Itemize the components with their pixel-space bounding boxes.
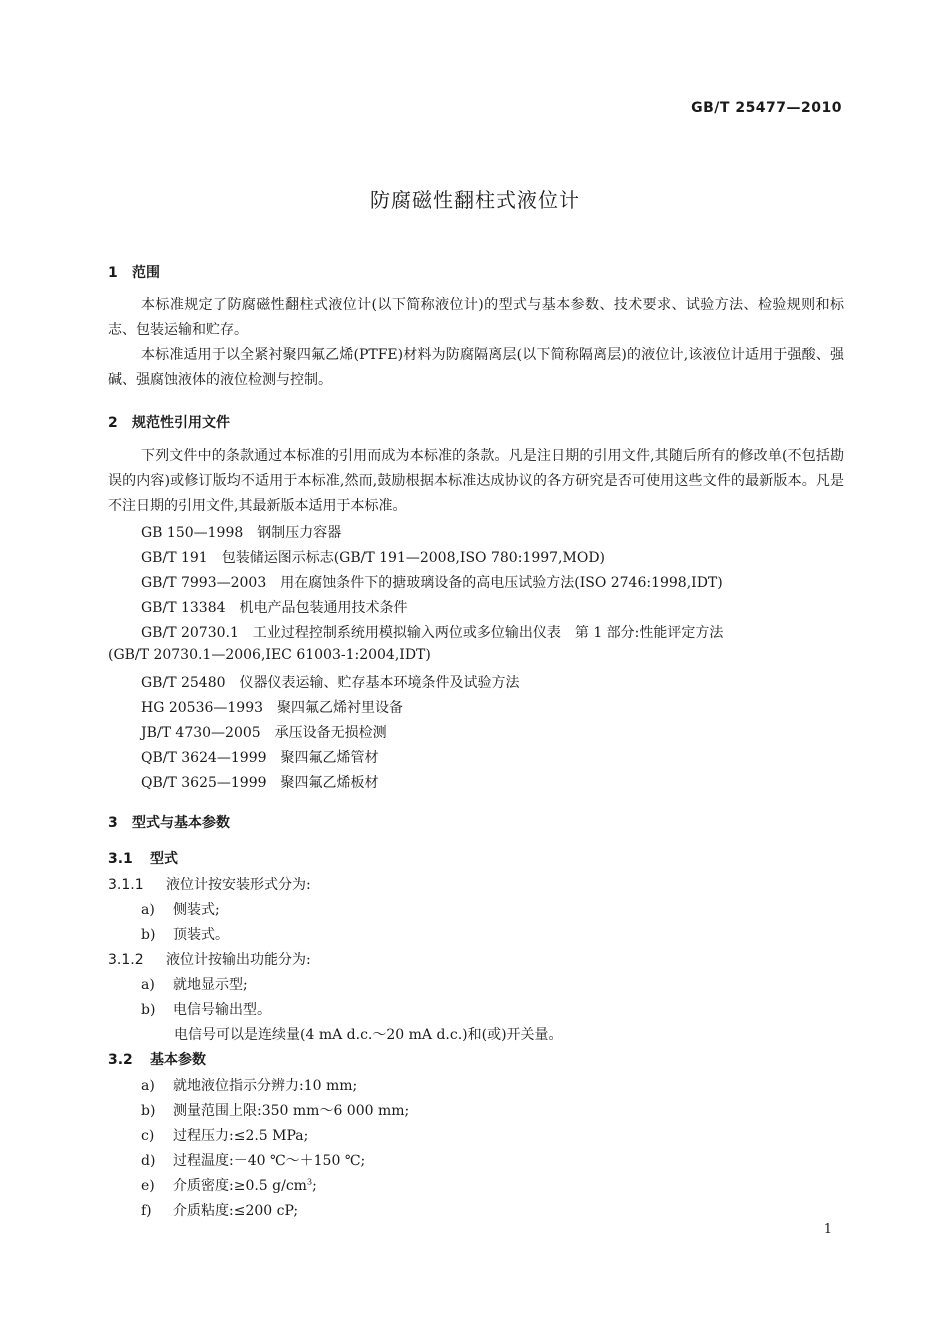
list-text: 就地显示型; [173, 977, 248, 993]
list-text: 顶装式。 [173, 927, 229, 943]
reference-continuation: (GB/T 20730.1—2006,IEC 61003-1:2004,IDT) [108, 647, 431, 663]
subsection-number: 3.2 [108, 1052, 133, 1068]
reference-item: GB/T 13384 机电产品包装通用技术条件 [141, 600, 408, 616]
reference-item: HG 20536—1993 聚四氟乙烯衬里设备 [141, 700, 404, 716]
section-number: 3 [108, 815, 118, 831]
clause-3-1-2 [108, 949, 311, 969]
list-item [141, 1175, 317, 1195]
clause-text: 液位计按输出功能分为: [166, 952, 311, 968]
scope-paragraph-2: 本标准适用于以全紧衬聚四氟乙烯(PTFE)材料为防腐隔离层(以下简称隔离层)的液位计,该液位计适用于强酸、强碱、强腐蚀液体的液位检测与控制。 [108, 347, 844, 388]
list-item [141, 899, 220, 919]
list-item [141, 1100, 409, 1120]
list-mark: c) [141, 1128, 155, 1144]
section-2-heading [108, 412, 230, 432]
clause-3-1-1 [108, 874, 311, 894]
list-mark: f) [141, 1203, 152, 1219]
list-text: 侧装式; [173, 902, 220, 918]
reference-item: GB/T 20730.1 工业过程控制系统用模拟输入两位或多位输出仪表 第 1 部分:性能评定方法 [141, 625, 724, 641]
list-item [141, 1125, 308, 1145]
page-number: 1 [823, 1222, 832, 1237]
list-text-end: ; [312, 1178, 317, 1194]
list-item [141, 1075, 357, 1095]
list-text: 电信号输出型。 [173, 1002, 271, 1018]
reference-item: GB/T 25480 仪器仪表运输、贮存基本环境条件及试验方法 [141, 675, 520, 691]
clause-text: 液位计按安装形式分为: [166, 877, 311, 893]
list-mark: a) [141, 977, 155, 993]
list-item [141, 1150, 365, 1170]
list-item [141, 999, 271, 1019]
list-text: 过程温度:－40 ℃～＋150 ℃; [173, 1153, 366, 1169]
reference-item: GB 150—1998 钢制压力容器 [141, 525, 342, 541]
section-number: 1 [108, 265, 118, 281]
normative-intro [108, 444, 844, 519]
list-item [141, 1200, 298, 1220]
subsection-title: 基本参数 [150, 1052, 206, 1068]
reference-item: QB/T 3625—1999 聚四氟乙烯板材 [141, 775, 379, 791]
list-mark: a) [141, 1078, 155, 1094]
superscript: 3 [306, 1177, 313, 1187]
list-mark: a) [141, 902, 155, 918]
reference-item: JB/T 4730—2005 承压设备无损检测 [141, 725, 387, 741]
standard-code: GB/T 25477—2010 [691, 100, 842, 116]
subsection-number: 3.1 [108, 851, 133, 867]
document-title: 防腐磁性翻柱式液位计 [370, 188, 580, 212]
list-mark: b) [141, 927, 156, 943]
scope-paragraph-1: 本标准规定了防腐磁性翻柱式液位计(以下简称液位计)的型式与基本参数、技术要求、试验方法、检验规则和标志、包装运输和贮存。 [108, 297, 844, 338]
reference-item: GB/T 7993—2003 用在腐蚀条件下的搪玻璃设备的高电压试验方法(ISO 2746:1998,IDT) [141, 575, 723, 591]
list-text: 就地液位指示分辨力:10 mm; [173, 1078, 358, 1094]
normative-intro-text: 下列文件中的条款通过本标准的引用而成为本标准的条款。凡是注日期的引用文件,其随后所有的修改单(不包括勘误的内容)或修订版均不适用于本标准,然而,鼓励根据本标准达成协议的各方研究是否可使用这些文件的最新版本。凡是不注日期的引用文件,其最新版本适用于本标准。 [108, 448, 844, 514]
section-title: 规范性引用文件 [132, 415, 230, 431]
list-text: 介质粘度:≤200 cP; [173, 1203, 299, 1219]
clause-number: 3.1.1 [108, 877, 144, 893]
list-mark: b) [141, 1002, 156, 1018]
subsection-title: 型式 [150, 851, 178, 867]
section-1-heading [108, 262, 160, 282]
list-text: 测量范围上限:350 mm～6 000 mm; [173, 1103, 410, 1119]
list-mark: e) [141, 1178, 155, 1194]
section-title: 型式与基本参数 [132, 815, 230, 831]
list-text: 过程压力:≤2.5 MPa; [173, 1128, 309, 1144]
clause-number: 3.1.2 [108, 952, 144, 968]
signal-note: 电信号可以是连续量(4 mA d.c.～20 mA d.c.)和(或)开关量。 [174, 1027, 563, 1043]
section-number: 2 [108, 415, 118, 431]
list-item [141, 974, 248, 994]
reference-item: GB/T 191 包装储运图示标志(GB/T 191—2008,ISO 780:1997,MOD) [141, 550, 606, 566]
section-3-heading [108, 812, 230, 832]
list-item [141, 924, 229, 944]
list-mark: d) [141, 1153, 156, 1169]
list-mark: b) [141, 1103, 156, 1119]
subsection-3-2-heading [108, 1049, 206, 1069]
subsection-3-1-heading [108, 848, 178, 868]
scope-paragraphs [108, 293, 844, 393]
section-title: 范围 [132, 265, 160, 281]
list-text: 介质密度:≥0.5 g/cm [173, 1178, 307, 1194]
reference-item: QB/T 3624—1999 聚四氟乙烯管材 [141, 750, 379, 766]
